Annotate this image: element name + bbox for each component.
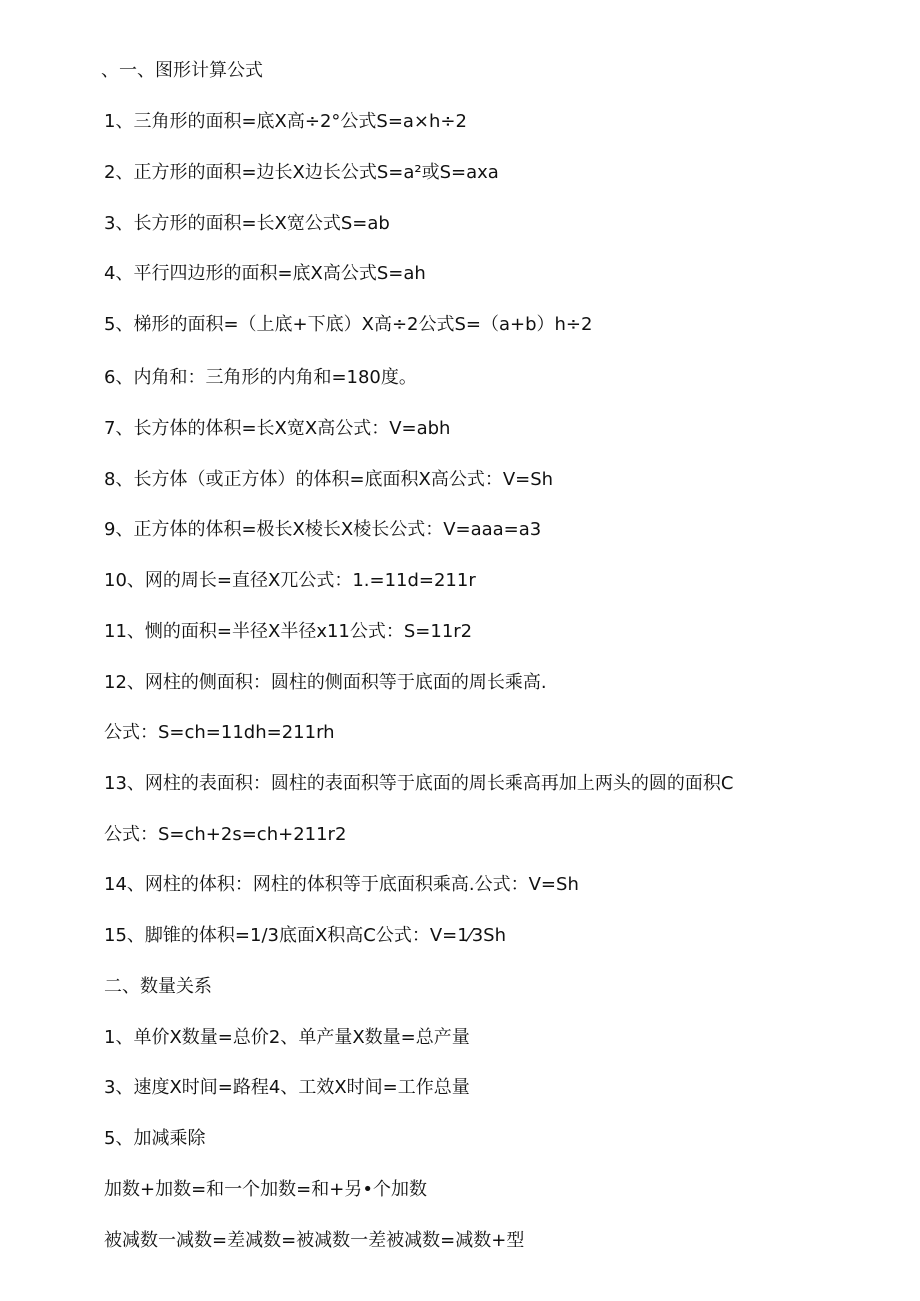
formula-line: 13、网柱的表面积：圆柱的表面积等于底面的周长乘高再加上两头的圆的面积C (104, 773, 734, 794)
formula-line: 5、梯形的面积=（上底+下底）X高÷2公式S=（a+b）h÷2 (104, 314, 593, 335)
formula-line: 4、平行四边形的面积=底X高公式S=ah (104, 263, 426, 284)
formula-line: 10、网的周长=直径X兀公式：1.=11d=211r (104, 570, 476, 591)
section-heading-quantities: 二、数量关系 (104, 976, 212, 997)
formula-line: 14、网柱的体积：网柱的体积等于底面积乘高.公式：V=Sh (104, 874, 579, 895)
relation-line: 被减数一减数=差减数=被减数一差被减数=减数+型 (104, 1230, 525, 1251)
formula-line: 1、三角形的面积=底X高÷2°公式S=a×h÷2 (104, 111, 467, 132)
formula-line: 9、正方体的体积=极长X棱长X棱长公式：V=aaa=a3 (104, 519, 542, 540)
relation-line: 1、单价X数量=总价2、单产量X数量=总产量 (104, 1027, 470, 1048)
formula-line: 3、长方形的面积=长X宽公式S=ab (104, 213, 390, 234)
relation-line: 5、加减乘除 (104, 1128, 206, 1149)
formula-line: 8、长方体（或正方体）的体积=底面积X高公式：V=Sh (104, 469, 554, 490)
formula-line: 2、正方形的面积=边长X边长公式S=a²或S=axa (104, 162, 499, 183)
section-heading-shapes: 、一、图形计算公式 (101, 60, 263, 81)
formula-line: 公式：S=ch+2s=ch+211r2 (104, 824, 347, 845)
formula-line: 公式：S=ch=11dh=211rh (104, 722, 335, 743)
relation-line: 3、速度X时间=路程4、工效X时间=工作总量 (104, 1077, 470, 1098)
formula-line: 11、恻的面积=半径X半径x11公式：S=11r2 (104, 621, 473, 642)
formula-line: 6、内角和：三角形的内角和=180度。 (104, 367, 417, 388)
relation-line: 加数+加数=和一个加数=和+另•个加数 (104, 1179, 427, 1200)
formula-line: 12、网柱的侧面积：圆柱的侧面积等于底面的周长乘高. (104, 672, 547, 693)
formula-line: 7、长方体的体积=长X宽X高公式：V=abh (104, 418, 451, 439)
formula-line: 15、脚锥的体积=1/3底面X积高C公式：V=1⁄3Sh (104, 925, 506, 946)
